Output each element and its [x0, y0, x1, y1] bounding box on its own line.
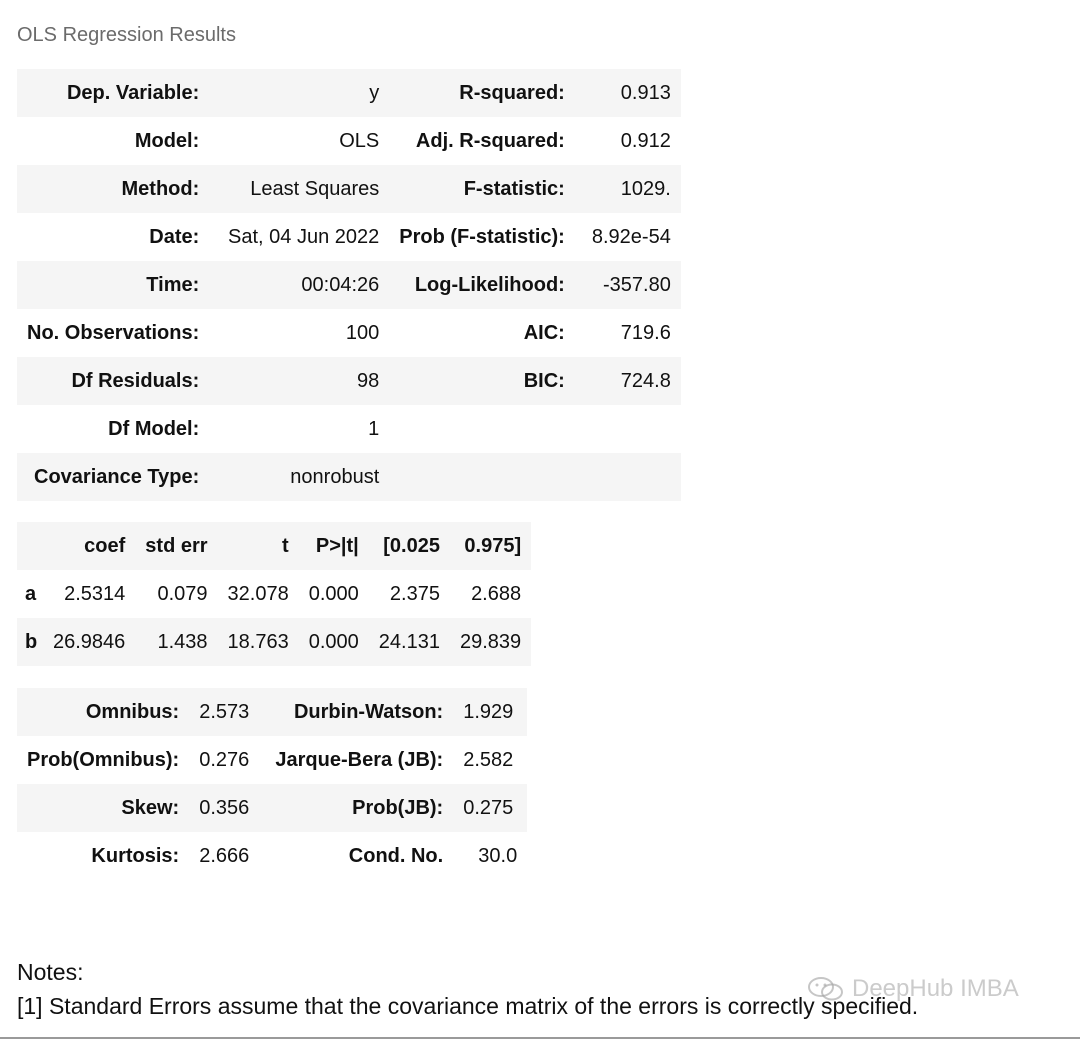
- table-row: [17, 165, 681, 213]
- summary-label: Model:: [17, 117, 209, 165]
- summary-label: [389, 405, 575, 453]
- table-row: [17, 784, 527, 832]
- column-header: std err: [135, 522, 217, 570]
- summary-label: BIC:: [389, 357, 575, 405]
- summary-label: Method:: [17, 165, 209, 213]
- summary-value: [575, 453, 681, 501]
- diagnostic-label: Skew:: [17, 784, 189, 832]
- diagnostic-label: Durbin-Watson:: [263, 688, 453, 736]
- diagnostic-value: 2.573: [189, 688, 263, 736]
- table-cell: 2.688: [450, 570, 531, 618]
- summary-value: 100: [209, 309, 389, 357]
- summary-label: Adj. R-squared:: [389, 117, 575, 165]
- column-header: [0.025: [369, 522, 450, 570]
- column-header: t: [218, 522, 299, 570]
- table-cell: 18.763: [218, 618, 299, 666]
- table-cell: 0.000: [299, 618, 369, 666]
- summary-label: No. Observations:: [17, 309, 209, 357]
- summary-value: nonrobust: [209, 453, 389, 501]
- bottom-divider: [0, 1037, 1080, 1039]
- summary-value: 0.912: [575, 117, 681, 165]
- notes-line: [1] Standard Errors assume that the covariance matrix of the errors is correctly specified.: [17, 993, 919, 1019]
- diagnostic-label: Prob(JB):: [263, 784, 453, 832]
- table-row: [17, 69, 681, 117]
- summary-value: 719.6: [575, 309, 681, 357]
- column-header: [17, 522, 43, 570]
- summary-label: Df Model:: [17, 405, 209, 453]
- summary-label: Date:: [17, 213, 209, 261]
- table-cell: 32.078: [218, 570, 299, 618]
- summary-value: 0.913: [575, 69, 681, 117]
- summary-label: Prob (F-statistic):: [389, 213, 575, 261]
- diagnostics-table: [17, 688, 527, 880]
- column-header: P>|t|: [299, 522, 369, 570]
- row-label: b: [17, 618, 43, 666]
- diagnostic-label: Cond. No.: [263, 832, 453, 880]
- diagnostic-label: Prob(Omnibus):: [17, 736, 189, 784]
- table-row: [17, 832, 527, 880]
- table-row: [17, 261, 681, 309]
- summary-table: [17, 69, 681, 501]
- table-row: [17, 357, 681, 405]
- table-cell: 24.131: [369, 618, 450, 666]
- diagnostic-value: 1.929: [453, 688, 527, 736]
- results-title: OLS Regression Results: [17, 24, 236, 46]
- table-cell: 0.000: [299, 570, 369, 618]
- table-row: [17, 213, 681, 261]
- wechat-icon: [806, 975, 846, 1003]
- table-row: [17, 618, 531, 666]
- summary-value: Least Squares: [209, 165, 389, 213]
- diagnostic-value: 0.276: [189, 736, 263, 784]
- summary-label: F-statistic:: [389, 165, 575, 213]
- summary-value: 1029.: [575, 165, 681, 213]
- summary-value: [575, 405, 681, 453]
- diagnostic-label: Jarque-Bera (JB):: [263, 736, 453, 784]
- diagnostic-value: 2.666: [189, 832, 263, 880]
- table-header-row: [17, 522, 531, 570]
- column-header: 0.975]: [450, 522, 531, 570]
- table-row: [17, 309, 681, 357]
- table-row: [17, 453, 681, 501]
- notes: [17, 955, 918, 1023]
- summary-label: R-squared:: [389, 69, 575, 117]
- summary-value: 98: [209, 357, 389, 405]
- table-cell: 26.9846: [43, 618, 135, 666]
- watermark-text: DeepHub IMBA: [852, 975, 1019, 1002]
- table-row: [17, 570, 531, 618]
- diagnostic-value: 0.275: [453, 784, 527, 832]
- table-row: [17, 117, 681, 165]
- summary-value: 724.8: [575, 357, 681, 405]
- row-label: a: [17, 570, 43, 618]
- summary-value: 1: [209, 405, 389, 453]
- summary-value: OLS: [209, 117, 389, 165]
- table-cell: 2.375: [369, 570, 450, 618]
- notes-heading: Notes:: [17, 959, 84, 985]
- diagnostic-label: Kurtosis:: [17, 832, 189, 880]
- table-cell: 29.839: [450, 618, 531, 666]
- summary-label: [389, 453, 575, 501]
- summary-value: 00:04:26: [209, 261, 389, 309]
- watermark: [806, 975, 1019, 1003]
- summary-label: Dep. Variable:: [17, 69, 209, 117]
- diagnostic-value: 0.356: [189, 784, 263, 832]
- coefficients-table: [17, 522, 531, 666]
- summary-label: AIC:: [389, 309, 575, 357]
- table-cell: 0.079: [135, 570, 217, 618]
- diagnostic-label: Omnibus:: [17, 688, 189, 736]
- summary-value: y: [209, 69, 389, 117]
- column-header: coef: [43, 522, 135, 570]
- table-row: [17, 688, 527, 736]
- summary-label: Df Residuals:: [17, 357, 209, 405]
- table-row: [17, 736, 527, 784]
- summary-label: Time:: [17, 261, 209, 309]
- summary-label: Log-Likelihood:: [389, 261, 575, 309]
- summary-value: 8.92e-54: [575, 213, 681, 261]
- table-cell: 1.438: [135, 618, 217, 666]
- summary-label: Covariance Type:: [17, 453, 209, 501]
- table-cell: 2.5314: [43, 570, 135, 618]
- summary-value: -357.80: [575, 261, 681, 309]
- diagnostic-value: 30.0: [453, 832, 527, 880]
- summary-value: Sat, 04 Jun 2022: [209, 213, 389, 261]
- table-row: [17, 405, 681, 453]
- diagnostic-value: 2.582: [453, 736, 527, 784]
